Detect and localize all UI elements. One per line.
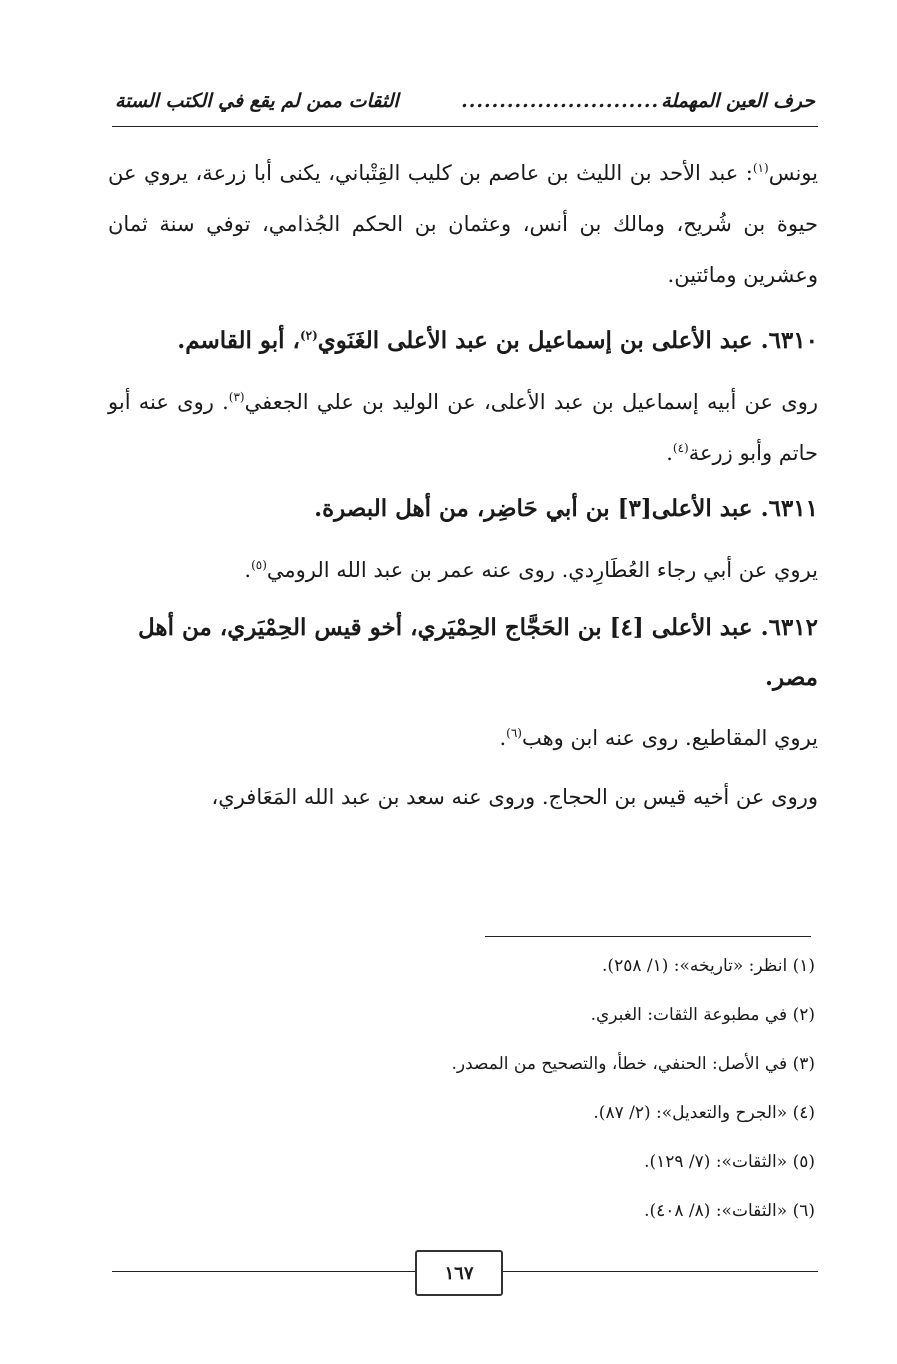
page-number: ١٦٧ (415, 1250, 503, 1296)
footnote-ref: (١) (752, 161, 769, 175)
entry-body-6310: روى عن أبيه إسماعيل بن عبد الأعلى، عن الوليد بن علي الجعفي$^{(٣)}$. روى عنه أبو حاتم وأبو زرعة$^{(٤)}$. (108, 390, 818, 465)
entry-body-6311: يروي عن أبي رجاء العُطَارِدي. روى عنه عمر بن عبد الله الرومي$^{(٥)}$. (244, 558, 818, 582)
header-rule (112, 126, 818, 127)
footnote-3: (٣) في الأصل: الحنفي، خطأ، والتصحيح من المصدر. (451, 1054, 815, 1074)
continuation-paragraph: يونس$^{(١)}$: عبد الأحد بن الليث بن عاصم بن كليب القِتْباني، يكنى أبا زرعة، يروي عن حيوة بن شُريح، ومالك بن أنس، وعثمان بن الحكم الجُذامي، توفي سنة ثمان وعشرين ومائتين. (108, 161, 818, 287)
entry-number: ٦٣١٠. (760, 327, 818, 354)
footnotes (300, 942, 815, 1236)
entry-heading-6311 (108, 484, 818, 534)
entry-body-6312: يروي المقاطيع. روى عنه ابن وهب$^{(٦)}$. (499, 726, 818, 750)
footnote-ref: (٦) (506, 726, 522, 740)
footnote-ref: (٥) (251, 558, 267, 572)
footnote-separator (485, 936, 811, 937)
footnote-1: (١) انظر: «تاريخه»: (١/ ٢٥٨). (602, 956, 815, 976)
footnote-ref: (٢) (299, 328, 318, 343)
entry-title: عبد الأعلى[٣] بن أبي حَاضِر، من أهل البصرة. (314, 495, 753, 522)
entry-title: عبد الأعلى بن إسماعيل بن عبد الأعلى الغَنَوي (317, 327, 753, 354)
header-dots: .......................... (461, 90, 660, 112)
header-letter-section: حرف العين المهملة (661, 90, 815, 112)
footnote-6: (٦) «الثقات»: (٨/ ٤٠٨). (644, 1201, 815, 1221)
footnote-2: (٢) في مطبوعة الثقات: الغبري. (590, 1005, 815, 1025)
entry-heading-6310: ٦٣١٠. عبد الأعلى بن إسماعيل بن عبد الأعلى الغَنَوي$^{(٢)}$، أبو القاسم. (177, 327, 818, 354)
entry-number: ٦٣١١. (760, 495, 818, 522)
entry-body-6312-continued: وروى عن أخيه قيس بن الحجاج. وروى عنه سعد بن عبد الله المَعَافري، (211, 785, 818, 809)
header-book-title: الثقات ممن لم يقع في الكتب الستة (115, 90, 399, 112)
running-header (115, 90, 815, 112)
entry-title: عبد الأعلى [٤] بن الحَجَّاج الحِمْيَري، أخو قيس الحِمْيَري، من أهل مصر. (138, 614, 818, 691)
footnote-ref: (٣) (228, 390, 245, 404)
footnote-5: (٥) «الثقات»: (٧/ ١٢٩). (644, 1152, 815, 1172)
entry-heading-6312 (108, 603, 818, 703)
entry-number: ٦٣١٢. (760, 614, 818, 641)
footnote-4: (٤) «الجرح والتعديل»: (٢/ ٨٧). (593, 1103, 815, 1123)
footnote-ref: (٤) (672, 441, 689, 455)
